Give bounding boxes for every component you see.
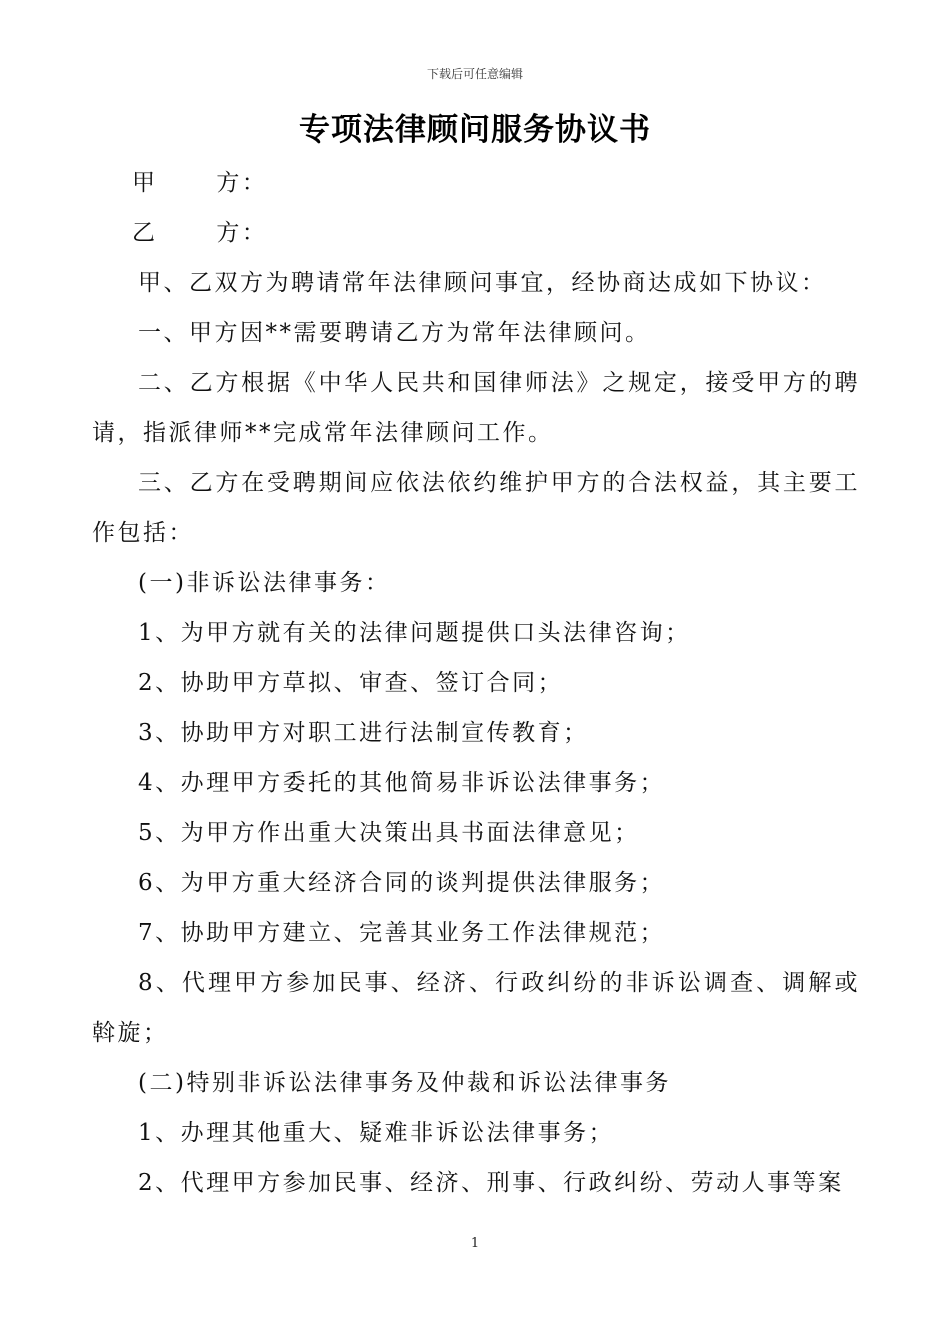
- list-item: 5、为甲方作出重大决策出具书面法律意见；: [138, 820, 640, 846]
- header-note: 下载后可任意编辑: [426, 67, 523, 81]
- clause-one: 一、甲方因**需要聘请乙方为常年法律顾问。: [138, 320, 651, 346]
- section-non-litigation: (一)非诉讼法律事务：: [138, 570, 391, 596]
- list-item: 7、协助甲方建立、完善其业务工作法律规范；: [138, 920, 666, 946]
- document-title: 专项法律顾问服务协议书: [299, 112, 651, 148]
- document-body: [92, 158, 860, 1208]
- page-number: 1: [470, 1236, 480, 1251]
- intro-paragraph: 甲、乙双方为聘请常年法律顾问事宜，经协商达成如下协议：: [138, 270, 827, 296]
- party-b-line: 乙 方：: [132, 220, 268, 246]
- list-item: 3、协助甲方对职工进行法制宣传教育；: [138, 720, 589, 746]
- list-item: 6、为甲方重大经济合同的谈判提供法律服务；: [138, 870, 666, 896]
- list-item: 1、办理其他重大、疑难非诉讼法律事务；: [138, 1120, 615, 1146]
- list-item: 4、办理甲方委托的其他简易非诉讼法律事务；: [138, 770, 666, 796]
- list-item: 2、协助甲方草拟、审查、签订合同；: [138, 670, 564, 696]
- list-item: 1、为甲方就有关的法律问题提供口头法律咨询；: [138, 620, 691, 646]
- list-item: 2、代理甲方参加民事、经济、刑事、行政纠纷、劳动人事等案: [138, 1170, 844, 1196]
- clause-two: 二、乙方根据《中华人民共和国律师法》之规定，接受甲方的聘请，指派律师**完成常年法律顾问工作。: [92, 370, 860, 446]
- party-a-line: 甲 方：: [132, 170, 268, 196]
- list-item: 8、代理甲方参加民事、经济、行政纠纷的非诉讼调查、调解或斡旋；: [92, 970, 860, 1046]
- clause-three: 三、乙方在受聘期间应依法依约维护甲方的合法权益，其主要工作包括：: [92, 470, 860, 546]
- section-special-affairs: (二)特别非诉讼法律事务及仲裁和诉讼法律事务: [138, 1070, 671, 1096]
